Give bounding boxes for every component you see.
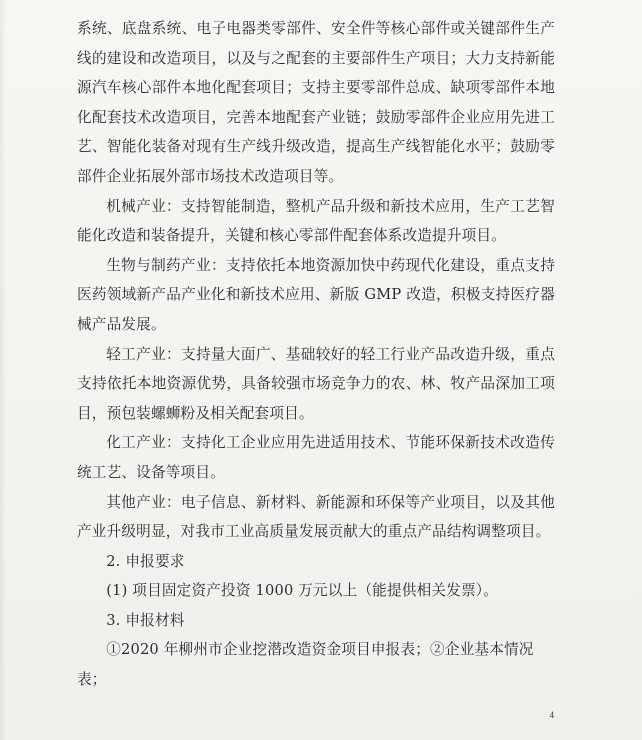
paragraph-biopharma: 生物与制药产业：支持依托本地资源加快中药现代化建设，重点支持医药领域新产品产业化和新技术应用、新版 GMP 改造，积极支持医疗器械产品发展。 [77,256,555,333]
section-heading-requirements: 2. 申报要求 [106,552,185,570]
paragraph-chemical: 化工产业：支持化工企业应用先进适用技术、节能环保新技术改造传统工艺、设备等项目。 [77,434,555,481]
paragraph-light-industry: 轻工产业：支持量大面广、基础较好的轻工行业产品改造升级，重点支持依托本地资源优势，具备较强市场竞争力的农、林、牧产品深加工项目，预包装螺蛳粉及相关配套项目。 [77,345,555,422]
document-body [77,14,555,695]
paragraph-other-industries: 其他产业：电子信息、新材料、新能源和环保等产业项目，以及其他产业升级明显，对我市工业高质量发展贡献大的重点产品结构调整项目。 [77,493,555,541]
page-number: 4 [549,710,554,720]
page-edge-shadow [0,0,6,740]
section-heading-materials: 3. 申报材料 [106,611,185,629]
requirement-item-1: (1) 项目固定资产投资 1000 万元以上（能提供相关发票）。 [106,582,499,600]
paragraph-machinery: 机械产业：支持智能制造，整机产品升级和新技术应用，生产工艺智能化改造和装备提升，关键和核心零部件配套体系改造提升项目。 [77,197,555,245]
materials-item-1: ①2020 年柳州市企业挖潜改造资金项目申报表；②企业基本情况表； [77,641,534,689]
paragraph-automotive-continued: 系统、底盘系统、电子电器类零部件、安全件等核心部件或关键部件生产线的建设和改造项目，以及与之配套的主要部件生产项目；大力支持新能源汽车核心部件本地化配套项目；支持主要零部件总成、缺项零部件本地化配套技术改造项目，完善本地配套产业链；鼓励零部件企业应用先进工艺、智能化装备对现有生产线升级改造，提高生产线智能化水平；鼓励零部件企业拓展外部市场技术改造项目等。 [77,20,555,185]
